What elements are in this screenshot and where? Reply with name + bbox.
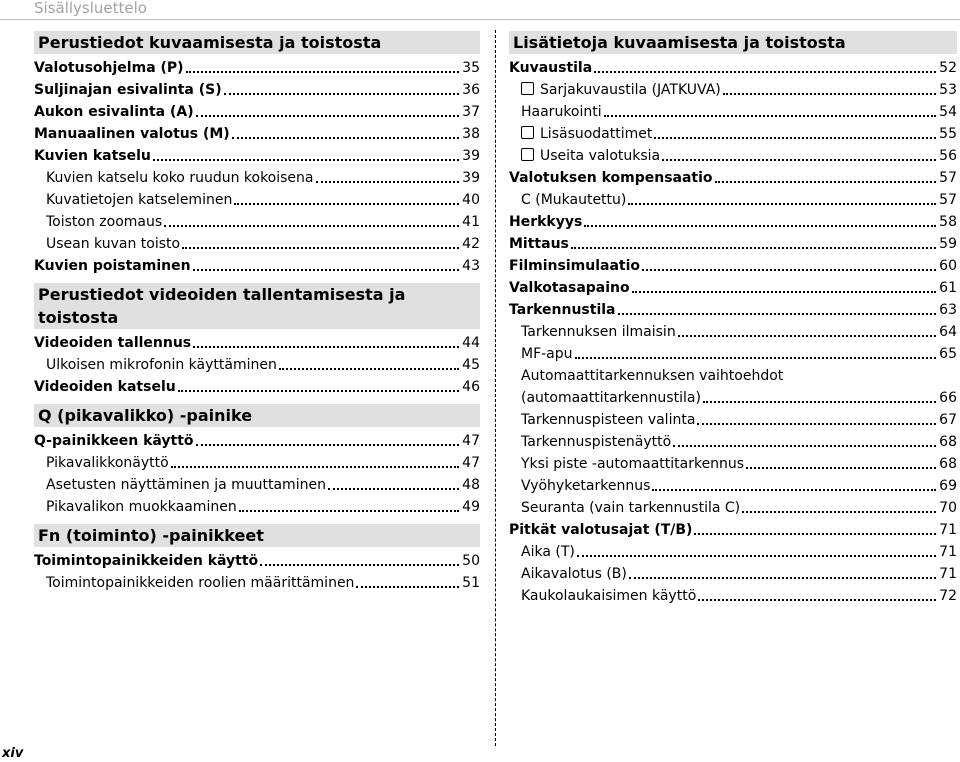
dot-leader xyxy=(678,335,936,337)
toc-entry-page: 51 xyxy=(462,575,480,591)
toc-entry-label: Videoiden tallennus xyxy=(34,335,192,351)
toc-entry-label: Toiston zoomaus xyxy=(46,214,163,230)
toc-entry[interactable] xyxy=(34,57,480,79)
toc-entry-label: Mittaus xyxy=(509,236,569,252)
toc-entry[interactable] xyxy=(34,255,480,277)
toc-entry-continued[interactable]: Automaattitarkennuksen vaihtoehdot xyxy=(521,368,784,384)
multiple-exposure-icon xyxy=(521,148,534,161)
toc-entry[interactable] xyxy=(34,211,480,233)
page-number: xiv xyxy=(2,746,24,761)
toc-entry[interactable] xyxy=(34,354,480,376)
toc-entry[interactable] xyxy=(509,321,957,343)
toc-entry[interactable] xyxy=(509,79,957,101)
section-heading: Perustiedot kuvaamisesta ja toistosta xyxy=(34,31,480,54)
toc-entry[interactable] xyxy=(34,572,480,594)
dot-leader xyxy=(703,401,936,403)
toc-section xyxy=(34,31,480,277)
dot-leader xyxy=(356,586,459,588)
toc-entry-page: 59 xyxy=(939,236,957,252)
dot-leader xyxy=(232,137,459,139)
toc-entry-label: Valkotasapaino xyxy=(509,280,630,296)
dot-leader xyxy=(186,71,460,73)
dot-leader xyxy=(239,510,459,512)
dot-leader xyxy=(196,444,460,446)
toc-entry-page: 36 xyxy=(462,82,480,98)
toc-entry-label: Tarkennuksen ilmaisin xyxy=(521,324,676,340)
toc-entry-page: 45 xyxy=(462,357,480,373)
toc-entry[interactable] xyxy=(509,233,957,255)
toc-entry[interactable] xyxy=(509,563,957,585)
toc-entry[interactable] xyxy=(509,497,957,519)
toc-entry-label: Toimintopainikkeiden käyttö xyxy=(34,553,259,569)
dot-leader xyxy=(604,115,937,117)
dot-leader xyxy=(694,533,936,535)
dot-leader xyxy=(673,445,936,447)
toc-section xyxy=(34,283,480,398)
dot-leader xyxy=(178,390,459,392)
dot-leader xyxy=(316,181,460,183)
toc-entry[interactable] xyxy=(509,541,957,563)
toc-entry-page: 46 xyxy=(462,379,480,395)
column-divider xyxy=(495,30,496,746)
dot-leader xyxy=(697,423,936,425)
running-header-title: Sisällysluettelo xyxy=(34,0,147,17)
toc-entry[interactable] xyxy=(34,474,480,496)
toc-entry-label: Seuranta (vain tarkennustila C) xyxy=(521,500,741,516)
toc-entry[interactable] xyxy=(509,431,957,453)
toc-entry[interactable] xyxy=(509,189,957,211)
dot-leader xyxy=(654,137,936,139)
toc-entry-label: Ulkoisen mikrofonin käyttäminen xyxy=(46,357,277,373)
toc-entry-page: 56 xyxy=(939,148,957,164)
toc-entry-page: 66 xyxy=(939,390,957,406)
toc-entry-label: Aukon esivalinta (A) xyxy=(34,104,194,120)
dot-leader xyxy=(632,291,937,293)
dot-leader xyxy=(594,71,936,73)
toc-entry-page: 61 xyxy=(939,280,957,296)
dot-leader xyxy=(746,467,936,469)
toc-entry-label: Pikavalikon muokkaaminen xyxy=(46,499,237,515)
toc-entry-page: 53 xyxy=(939,82,957,98)
toc-entry-label: (automaattitarkennustila) xyxy=(521,390,701,406)
toc-entry-label: Haarukointi xyxy=(521,104,602,120)
toc-entry-page: 67 xyxy=(939,412,957,428)
toc-entry[interactable] xyxy=(34,332,480,354)
toc-entry-page: 47 xyxy=(462,455,480,471)
toc-entry-label: Herkkyys xyxy=(509,214,583,230)
toc-entry[interactable] xyxy=(509,519,957,541)
toc-entry-label: Q-painikkeen käyttö xyxy=(34,433,194,449)
toc-entry-label: Tarkennustila xyxy=(509,302,616,318)
toc-entry-page: 71 xyxy=(939,544,957,560)
dot-leader xyxy=(618,313,937,315)
toc-entry-label: Aika (T) xyxy=(521,544,575,560)
toc-entry[interactable] xyxy=(509,145,957,167)
toc-entry-page: 39 xyxy=(462,148,480,164)
toc-entry-label: Sarjakuvaustila (JATKUVA) xyxy=(521,79,721,101)
toc-entry-label: Kuvien katselu koko ruudun kokoisena xyxy=(46,170,314,186)
dot-leader xyxy=(153,159,459,161)
toc-entry-label: Kuvaustila xyxy=(509,60,593,76)
dot-leader xyxy=(652,489,936,491)
dot-leader xyxy=(742,511,936,513)
toc-entry[interactable] xyxy=(509,475,957,497)
toc-section xyxy=(509,31,957,607)
toc-entry-label: Useita valotuksia xyxy=(521,145,660,167)
toc-entry[interactable] xyxy=(509,299,957,321)
toc-entry-label: Kuvatietojen katseleminen xyxy=(46,192,233,208)
dot-leader xyxy=(260,564,459,566)
toc-entry[interactable] xyxy=(34,430,480,452)
toc-right-column xyxy=(509,31,957,613)
toc-entry-label: Kuvien katselu xyxy=(34,148,151,164)
dot-leader xyxy=(715,181,937,183)
dot-leader xyxy=(193,346,459,348)
toc-entry[interactable] xyxy=(509,585,957,607)
toc-entry[interactable] xyxy=(509,387,957,409)
toc-entry-page: 43 xyxy=(462,258,480,274)
toc-entry-page: 38 xyxy=(462,126,480,142)
toc-entry-page: 57 xyxy=(939,170,957,186)
toc-entry-page: 68 xyxy=(939,456,957,472)
toc-entry[interactable] xyxy=(509,409,957,431)
toc-entry[interactable] xyxy=(509,57,957,79)
toc-entry-page: 57 xyxy=(939,192,957,208)
toc-entry[interactable] xyxy=(509,255,957,277)
toc-entry-label: Filminsimulaatio xyxy=(509,258,641,274)
toc-entry-label: Pitkät valotusajat (T/B) xyxy=(509,522,693,538)
dot-leader xyxy=(279,368,459,370)
toc-entry-page: 64 xyxy=(939,324,957,340)
dot-leader xyxy=(642,269,936,271)
toc-entry-page: 44 xyxy=(462,335,480,351)
toc-entry-page: 49 xyxy=(462,499,480,515)
toc-entry[interactable] xyxy=(34,550,480,572)
toc-entry[interactable] xyxy=(34,145,480,167)
toc-entry-label: Kuvien poistaminen xyxy=(34,258,191,274)
dot-leader xyxy=(234,203,459,205)
toc-entry-page: 70 xyxy=(939,500,957,516)
toc-entry-label: C (Mukautettu) xyxy=(521,192,627,208)
toc-section xyxy=(34,524,480,594)
toc-entry-label: Kaukolaukaisimen käyttö xyxy=(521,588,697,604)
dot-leader xyxy=(723,93,936,95)
toc-entry-label: Lisäsuodattimet xyxy=(521,123,652,145)
toc-entry-page: 41 xyxy=(462,214,480,230)
dot-leader xyxy=(164,225,459,227)
toc-entry-page: 68 xyxy=(939,434,957,450)
toc-entry-label: Valotusohjelma (P) xyxy=(34,60,184,76)
dot-leader xyxy=(224,93,460,95)
toc-entry[interactable] xyxy=(509,123,957,145)
toc-entry[interactable] xyxy=(509,453,957,475)
toc-entry-label: MF-apu xyxy=(521,346,573,362)
toc-entry[interactable] xyxy=(34,233,480,255)
toc-entry-page: 54 xyxy=(939,104,957,120)
toc-entry[interactable] xyxy=(34,79,480,101)
page-header xyxy=(0,0,960,20)
toc-entry-page: 63 xyxy=(939,302,957,318)
toc-entry-page: 35 xyxy=(462,60,480,76)
toc-entry-label: Manuaalinen valotus (M) xyxy=(34,126,230,142)
toc-section xyxy=(34,404,480,518)
advanced-filter-icon xyxy=(521,126,534,139)
dot-leader xyxy=(628,203,936,205)
section-heading: Perustiedot videoiden tallentamisesta ja toistosta xyxy=(34,283,480,329)
toc-entry-page: 55 xyxy=(939,126,957,142)
section-heading: Fn (toiminto) -painikkeet xyxy=(34,524,480,547)
toc-entry-page: 39 xyxy=(462,170,480,186)
toc-entry-label: Toimintopainikkeiden roolien määrittäminen xyxy=(46,575,355,591)
toc-entry-page: 52 xyxy=(939,60,957,76)
toc-left-column xyxy=(34,31,480,600)
toc-entry[interactable] xyxy=(509,211,957,233)
toc-entry-label: Vyöhyketarkennus xyxy=(521,478,651,494)
toc-entry-label: Usean kuvan toisto xyxy=(46,236,181,252)
dot-leader xyxy=(182,247,459,249)
toc-entry-label: Asetusten näyttäminen ja muuttaminen xyxy=(46,477,326,493)
dot-leader xyxy=(328,488,459,490)
toc-entry[interactable] xyxy=(509,101,957,123)
toc-entry-label: Valotuksen kompensaatio xyxy=(509,170,713,186)
toc-entry-label: Pikavalikkonäyttö xyxy=(46,455,169,471)
toc-entry-page: 65 xyxy=(939,346,957,362)
dot-leader xyxy=(575,357,937,359)
toc-entry-page: 71 xyxy=(939,522,957,538)
toc-entry-label: Tarkennuspisteen valinta xyxy=(521,412,696,428)
toc-entry[interactable] xyxy=(509,277,957,299)
toc-entry[interactable] xyxy=(34,123,480,145)
dot-leader xyxy=(698,599,936,601)
toc-entry-page: 69 xyxy=(939,478,957,494)
toc-entry[interactable] xyxy=(509,343,957,365)
section-heading: Q (pikavalikko) -painike xyxy=(34,404,480,427)
toc-entry-page: 37 xyxy=(462,104,480,120)
toc-entry-page: 60 xyxy=(939,258,957,274)
toc-entry-page: 58 xyxy=(939,214,957,230)
toc-entry-label: Aikavalotus (B) xyxy=(521,566,627,582)
dot-leader xyxy=(171,466,460,468)
dot-leader xyxy=(196,115,460,117)
dot-leader xyxy=(662,159,936,161)
dot-leader xyxy=(629,577,936,579)
dot-leader xyxy=(584,225,936,227)
dot-leader xyxy=(577,555,936,557)
toc-entry-label: Yksi piste -automaattitarkennus xyxy=(521,456,745,472)
toc-entry-label: Suljinajan esivalinta (S) xyxy=(34,82,222,98)
toc-entry[interactable] xyxy=(34,376,480,398)
dot-leader xyxy=(571,247,936,249)
toc-entry[interactable] xyxy=(34,101,480,123)
toc-entry[interactable] xyxy=(34,189,480,211)
toc-entry-page: 42 xyxy=(462,236,480,252)
section-heading: Lisätietoja kuvaamisesta ja toistosta xyxy=(509,31,957,54)
toc-entry-label: Videoiden katselu xyxy=(34,379,176,395)
toc-entry[interactable] xyxy=(34,452,480,474)
toc-entry-page: 48 xyxy=(462,477,480,493)
burst-mode-icon xyxy=(521,82,534,95)
toc-entry[interactable] xyxy=(34,496,480,518)
toc-entry-page: 40 xyxy=(462,192,480,208)
toc-entry[interactable] xyxy=(34,167,480,189)
toc-entry-page: 50 xyxy=(462,553,480,569)
toc-entry-page: 72 xyxy=(939,588,957,604)
toc-entry[interactable] xyxy=(509,167,957,189)
toc-entry-page: 47 xyxy=(462,433,480,449)
toc-entry-label: Tarkennuspistenäyttö xyxy=(521,434,672,450)
toc-entry-page: 71 xyxy=(939,566,957,582)
dot-leader xyxy=(193,269,460,271)
